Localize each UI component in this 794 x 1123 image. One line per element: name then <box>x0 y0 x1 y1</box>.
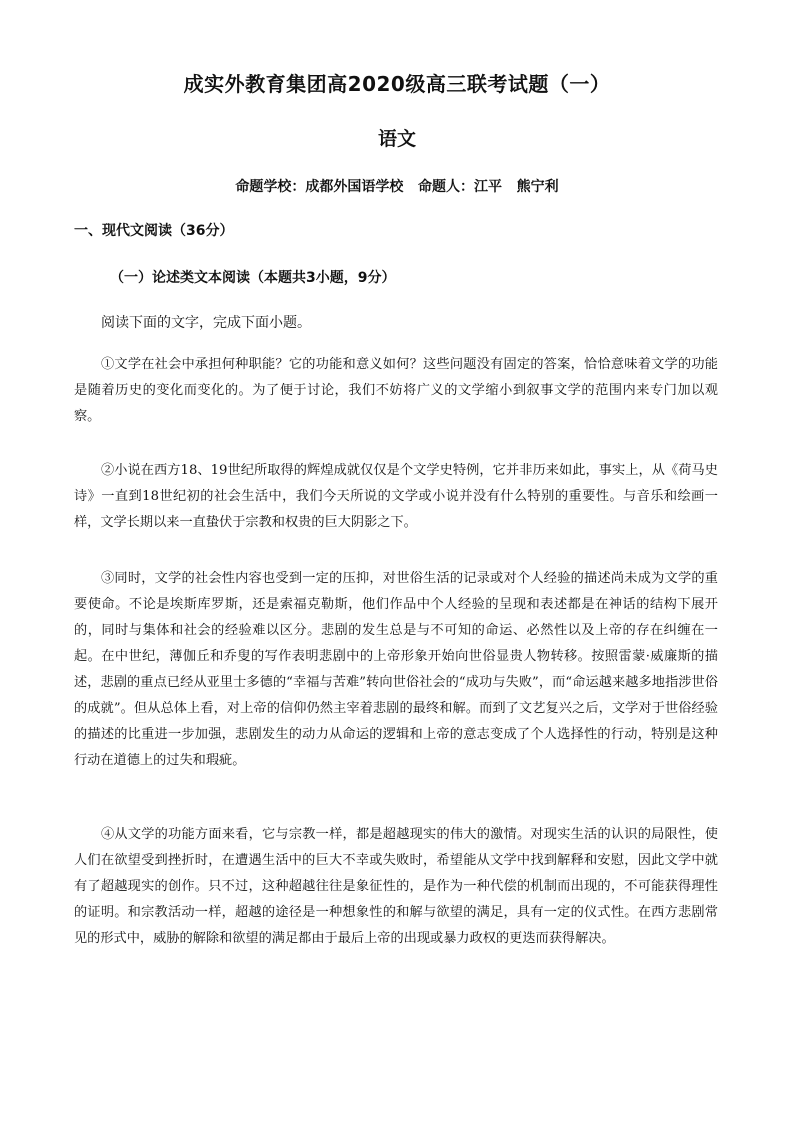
paragraph-2: ②小说在西方18、19世纪所取得的辉煌成就仅仅是个文学史特例，它并非历来如此，事实上，从《荷马史诗》一直到18世纪初的社会生活中，我们今天所说的文学或小说并没有什么特别的重要性。与音乐和绘画一样，文学长期以来一直蛰伏于宗教和权贵的巨大阴影之下。 <box>74 463 718 530</box>
author-line: 命题学校：成都外国语学校 命题人：江平 熊宁利 <box>235 179 559 195</box>
reading-instruction: 阅读下面的文字，完成下面小题。 <box>101 315 311 331</box>
paragraph-3: ③同时，文学的社会性内容也受到一定的压抑，对世俗生活的记录或对个人经验的描述尚未成为文学的重要使命。不论是埃斯库罗斯，还是索福克勒斯，他们作品中个人经验的呈现和表述都是在神话的结构下展开的，同时与集体和社会的经验难以区分。悲剧的发生总是与不可知的命运、必然性以及上帝的存在纠缠在一起。在中世纪，薄伽丘和乔叟的写作表明悲剧中的上帝形象开始向世俗显贵人物转移。按照雷蒙·威廉斯的描述，悲剧的重点已经从亚里士多德的“幸福与苦难”转向世俗社会的“成功与失败”，而“命运越来越多地指涉世俗的成就”。但从总体上看，对上帝的信仰仍然主宰着悲剧的最终和解。而到了文艺复兴之后，文学对于世俗经验的描述的比重进一步加强，悲剧发生的动力从命运的逻辑和上帝的意志变成了个人选择性的行动，特别是这种行动在道德上的过失和瑕疵。 <box>74 571 718 768</box>
exam-title: 成实外教育集团高2020级高三联考试题（一） <box>183 72 611 96</box>
subject-title: 语文 <box>377 128 416 150</box>
section-heading: 一、现代文阅读（36分） <box>74 223 234 239</box>
paragraph-1: ①文学在社会中承担何种职能？它的功能和意义如何？这些问题没有固定的答案，恰恰意味着文学的功能是随着历史的变化而变化的。为了便于讨论，我们不妨将广义的文学缩小到叙事文学的范围内来专门加以观察。 <box>74 357 718 424</box>
subsection-heading: （一）论述类文本阅读（本题共3小题，9分） <box>110 270 396 286</box>
paragraph-4: ④从文学的功能方面来看，它与宗教一样，都是超越现实的伟大的激情。对现实生活的认识的局限性，使人们在欲望受到挫折时，在遭遇生活中的巨大不幸或失败时，希望能从文学中找到解释和安慰，因此文学中就有了超越现实的创作。只不过，这种超越往往是象征性的，是作为一种代偿的机制而出现的，不可能获得理性的证明。和宗教活动一样，超越的途径是一种想象性的和解与欲望的满足，具有一定的仪式性。在西方悲剧常见的形式中，威胁的解除和欲望的满足都由于最后上帝的出现或暴力政权的更迭而获得解决。 <box>74 827 718 946</box>
